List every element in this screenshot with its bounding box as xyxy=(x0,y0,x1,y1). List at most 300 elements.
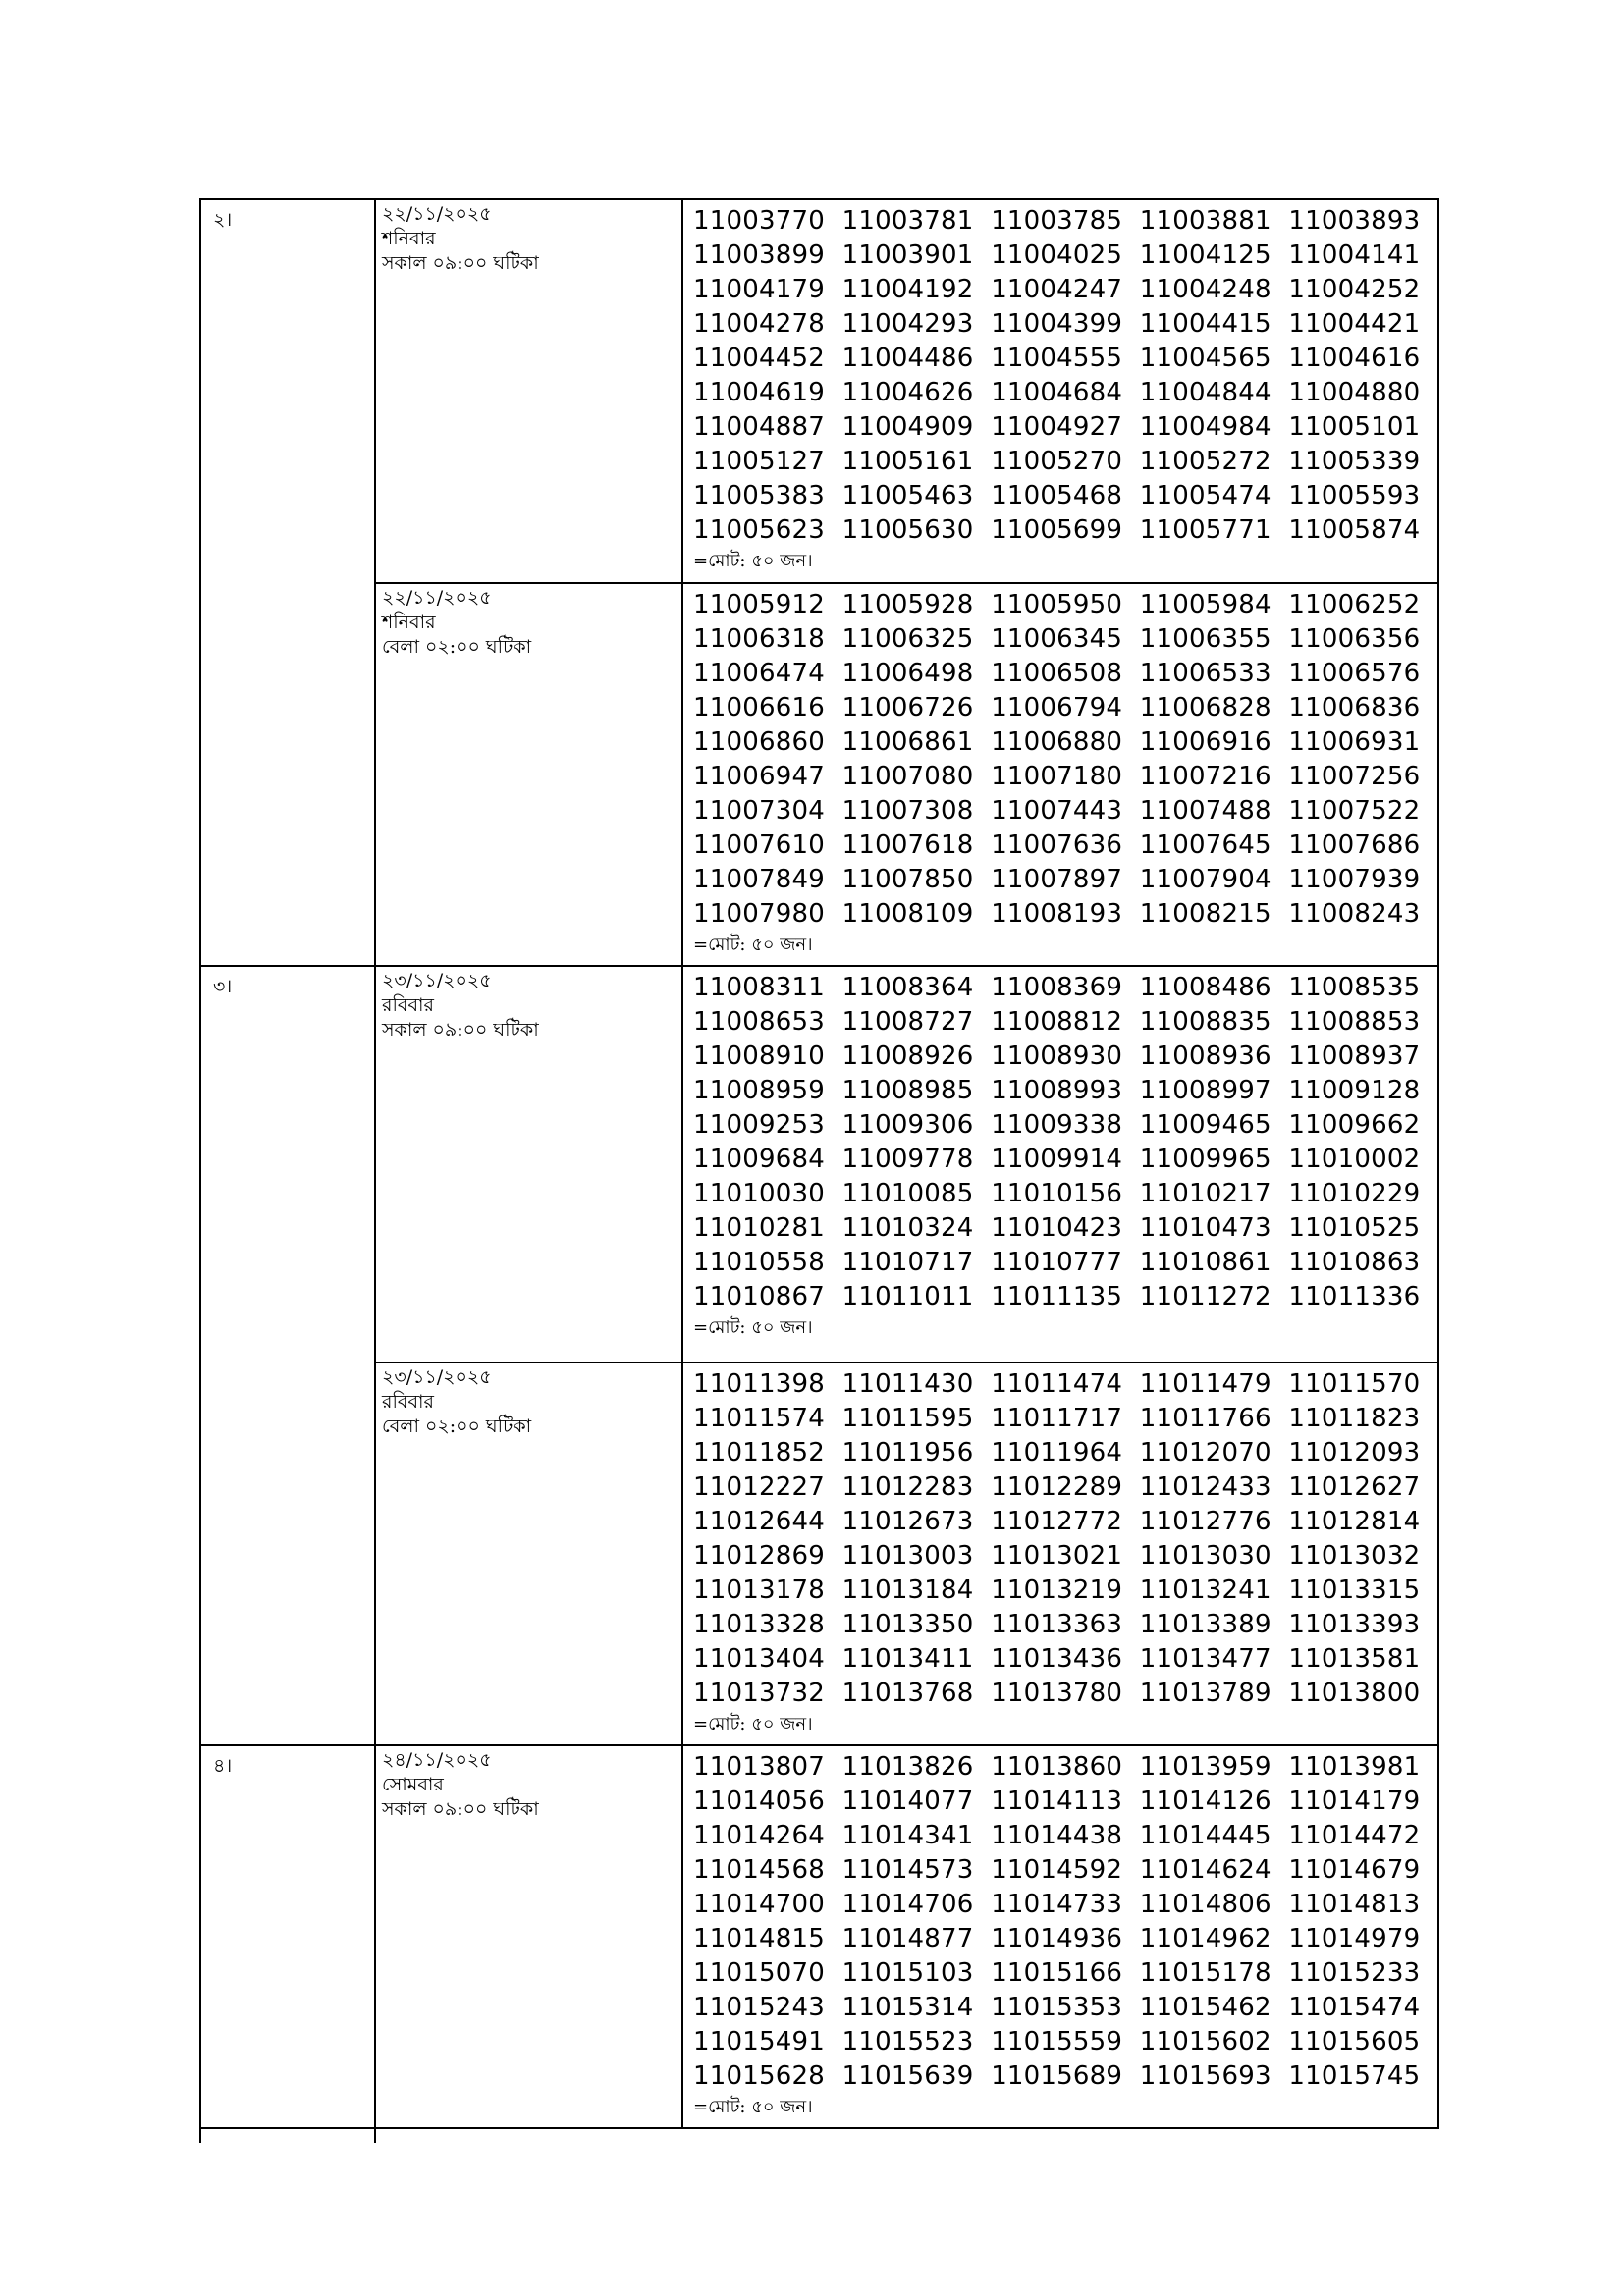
roll-number: 11008311 xyxy=(693,972,825,1002)
roll-number: 11006355 xyxy=(1139,623,1271,654)
roll-number-row xyxy=(693,1039,1437,1073)
roll-number: 11006508 xyxy=(991,658,1123,688)
roll-number: 11011398 xyxy=(693,1368,825,1399)
roll-number: 11005623 xyxy=(693,514,825,545)
roll-number: 11012283 xyxy=(841,1471,974,1502)
roll-number-row xyxy=(693,1573,1437,1607)
roll-number: 11004293 xyxy=(841,308,974,339)
roll-number: 11011430 xyxy=(841,1368,974,1399)
roll-number: 11010156 xyxy=(991,1178,1123,1208)
roll-number: 11006576 xyxy=(1288,658,1421,688)
roll-number-row xyxy=(693,409,1437,444)
roll-number: 11014979 xyxy=(1288,1923,1421,1953)
roll-number: 11015602 xyxy=(1139,2026,1271,2056)
roll-number: 11006794 xyxy=(991,692,1123,722)
session-cell xyxy=(375,966,682,1362)
roll-number: 11013404 xyxy=(693,1643,825,1674)
roll-number: 11006861 xyxy=(841,726,974,757)
roll-number: 11009465 xyxy=(1139,1109,1271,1140)
roll-number-row xyxy=(693,1469,1437,1504)
roll-number: 11004486 xyxy=(841,343,974,373)
roll-number: 11005127 xyxy=(693,446,825,476)
roll-number-row xyxy=(693,1366,1437,1401)
roll-number: 11007180 xyxy=(991,761,1123,791)
roll-number: 11004616 xyxy=(1288,343,1421,373)
roll-number: 11010867 xyxy=(693,1281,825,1311)
roll-number: 11010217 xyxy=(1139,1178,1271,1208)
session-cell xyxy=(375,199,682,583)
roll-number: 11011595 xyxy=(841,1403,974,1433)
roll-number: 11008926 xyxy=(841,1041,974,1071)
roll-number: 11004555 xyxy=(991,343,1123,373)
roll-number: 11014733 xyxy=(991,1889,1123,1919)
roll-number: 11011336 xyxy=(1288,1281,1421,1311)
roll-number: 11013981 xyxy=(1288,1751,1421,1782)
session-time: সকাল ০৯:০০ ঘটিকা xyxy=(382,1019,539,1041)
session-day: সোমবার xyxy=(382,1774,444,1795)
roll-number: 11013184 xyxy=(841,1575,974,1605)
roll-number: 11013032 xyxy=(1288,1540,1421,1571)
roll-number: 11008959 xyxy=(693,1075,825,1105)
roll-number-row xyxy=(693,724,1437,759)
roll-number-row xyxy=(693,1818,1437,1852)
roll-number: 11007522 xyxy=(1288,795,1421,826)
roll-number: 11015689 xyxy=(991,2060,1123,2091)
roll-number-row xyxy=(693,862,1437,896)
roll-number-row xyxy=(693,793,1437,828)
session-date: ২৪/১১/২০২৫ xyxy=(382,1749,492,1771)
roll-number: 11007980 xyxy=(693,898,825,929)
roll-number: 11013732 xyxy=(693,1678,825,1708)
roll-number: 11015491 xyxy=(693,2026,825,2056)
roll-number-row xyxy=(693,1955,1437,1990)
roll-number-row xyxy=(693,1990,1437,2024)
roll-number: 11008835 xyxy=(1139,1006,1271,1037)
roll-number-row xyxy=(693,306,1437,341)
roll-number: 11013800 xyxy=(1288,1678,1421,1708)
roll-number: 11005270 xyxy=(991,446,1123,476)
roll-number: 11010863 xyxy=(1288,1247,1421,1277)
roll-number: 11014815 xyxy=(693,1923,825,1953)
roll-number: 11013363 xyxy=(991,1609,1123,1639)
roll-number: 11011011 xyxy=(841,1281,974,1311)
roll-number: 11007897 xyxy=(991,864,1123,894)
roll-number-row xyxy=(693,375,1437,409)
roll-number: 11013315 xyxy=(1288,1575,1421,1605)
roll-number: 11007636 xyxy=(991,829,1123,860)
roll-number: 11014592 xyxy=(991,1854,1123,1885)
roll-number: 11013780 xyxy=(991,1678,1123,1708)
roll-number: 11011823 xyxy=(1288,1403,1421,1433)
roll-number: 11010473 xyxy=(1139,1212,1271,1243)
roll-number: 11015314 xyxy=(841,1992,974,2022)
roll-numbers-cell xyxy=(682,1362,1438,1745)
roll-number: 11006318 xyxy=(693,623,825,654)
session-day: শনিবার xyxy=(382,612,436,633)
schedule-row xyxy=(200,583,1438,966)
schedule-sheet xyxy=(199,198,1437,2129)
roll-number: 11014438 xyxy=(991,1820,1123,1850)
roll-number: 11004880 xyxy=(1288,377,1421,407)
roll-number: 11006916 xyxy=(1139,726,1271,757)
roll-number: 11014962 xyxy=(1139,1923,1271,1953)
roll-number: 11011852 xyxy=(693,1437,825,1468)
roll-number: 11013768 xyxy=(841,1678,974,1708)
roll-number: 11010002 xyxy=(1288,1144,1421,1174)
roll-number: 11015474 xyxy=(1288,1992,1421,2022)
roll-number: 11011570 xyxy=(1288,1368,1421,1399)
roll-number: 11008985 xyxy=(841,1075,974,1105)
roll-number: 11014936 xyxy=(991,1923,1123,1953)
roll-number: 11005272 xyxy=(1139,446,1271,476)
session-time: সকাল ০৯:০০ ঘটিকা xyxy=(382,252,539,274)
roll-number: 11004887 xyxy=(693,411,825,442)
roll-number-row xyxy=(693,203,1437,238)
session-day: রবিবার xyxy=(382,1391,434,1413)
roll-number: 11003781 xyxy=(841,205,974,236)
roll-number: 11004684 xyxy=(991,377,1123,407)
roll-number: 11004626 xyxy=(841,377,974,407)
roll-number: 11006474 xyxy=(693,658,825,688)
roll-number: 11014568 xyxy=(693,1854,825,1885)
roll-number: 11006498 xyxy=(841,658,974,688)
roll-number-row xyxy=(693,1142,1437,1176)
roll-number: 11008910 xyxy=(693,1041,825,1071)
serial-number: ২। xyxy=(213,209,233,231)
session-date: ২৩/১১/২০২৫ xyxy=(382,1366,492,1388)
roll-number: 11013021 xyxy=(991,1540,1123,1571)
roll-number: 11006252 xyxy=(1288,589,1421,619)
roll-number: 11005912 xyxy=(693,589,825,619)
roll-number: 11006726 xyxy=(841,692,974,722)
roll-number: 11008727 xyxy=(841,1006,974,1037)
roll-number: 11010229 xyxy=(1288,1178,1421,1208)
session-cell xyxy=(375,1745,682,2128)
roll-number: 11014126 xyxy=(1139,1786,1271,1816)
roll-number: 11013959 xyxy=(1139,1751,1271,1782)
roll-number: 11005383 xyxy=(693,480,825,510)
roll-number: 11007904 xyxy=(1139,864,1271,894)
table-continuation-line xyxy=(374,2104,376,2143)
roll-number: 11008193 xyxy=(991,898,1123,929)
roll-number: 11004252 xyxy=(1288,274,1421,304)
roll-number: 11008936 xyxy=(1139,1041,1271,1071)
roll-number: 11011956 xyxy=(841,1437,974,1468)
session-cell xyxy=(375,583,682,966)
roll-number: 11007618 xyxy=(841,829,974,860)
roll-number: 11015070 xyxy=(693,1957,825,1988)
roll-number: 11004452 xyxy=(693,343,825,373)
roll-number-row xyxy=(693,1176,1437,1210)
roll-number: 11004125 xyxy=(1139,240,1271,270)
roll-number-row xyxy=(693,1004,1437,1039)
roll-number: 11004179 xyxy=(693,274,825,304)
roll-number-row xyxy=(693,1107,1437,1142)
roll-number: 11012772 xyxy=(991,1506,1123,1536)
schedule-row xyxy=(200,1745,1438,2128)
roll-number-row xyxy=(693,341,1437,375)
roll-number-row xyxy=(693,690,1437,724)
serial-cell xyxy=(200,1745,375,2128)
roll-number: 11015628 xyxy=(693,2060,825,2091)
roll-number-row xyxy=(693,1641,1437,1676)
roll-number: 11008215 xyxy=(1139,898,1271,929)
roll-number: 11012627 xyxy=(1288,1471,1421,1502)
roll-number: 11011717 xyxy=(991,1403,1123,1433)
roll-number: 11004247 xyxy=(991,274,1123,304)
roll-number: 11008937 xyxy=(1288,1041,1421,1071)
roll-number: 11014341 xyxy=(841,1820,974,1850)
roll-number: 11006828 xyxy=(1139,692,1271,722)
table-continuation-line xyxy=(199,2104,201,2143)
roll-number: 11009253 xyxy=(693,1109,825,1140)
roll-number-row xyxy=(693,512,1437,547)
roll-number-row xyxy=(693,1401,1437,1435)
roll-number: 11006836 xyxy=(1288,692,1421,722)
roll-number: 11008812 xyxy=(991,1006,1123,1037)
roll-number: 11010085 xyxy=(841,1178,974,1208)
roll-number: 11015605 xyxy=(1288,2026,1421,2056)
roll-number: 11007645 xyxy=(1139,829,1271,860)
roll-number: 11014679 xyxy=(1288,1854,1421,1885)
roll-number: 11011272 xyxy=(1139,1281,1271,1311)
serial-number: ৩। xyxy=(213,976,233,997)
roll-number: 11014264 xyxy=(693,1820,825,1850)
roll-numbers-cell xyxy=(682,966,1438,1362)
roll-number: 11003770 xyxy=(693,205,825,236)
roll-number: 11005771 xyxy=(1139,514,1271,545)
roll-number: 11013219 xyxy=(991,1575,1123,1605)
roll-number: 11014056 xyxy=(693,1786,825,1816)
roll-number-row xyxy=(693,1435,1437,1469)
roll-number: 11006345 xyxy=(991,623,1123,654)
roll-number: 11014706 xyxy=(841,1889,974,1919)
roll-number: 11013003 xyxy=(841,1540,974,1571)
schedule-row xyxy=(200,966,1438,1362)
roll-number: 11012433 xyxy=(1139,1471,1271,1502)
roll-number: 11015243 xyxy=(693,1992,825,2022)
roll-number-row xyxy=(693,759,1437,793)
roll-number: 11011766 xyxy=(1139,1403,1271,1433)
roll-number: 11008993 xyxy=(991,1075,1123,1105)
roll-number: 11014813 xyxy=(1288,1889,1421,1919)
roll-number: 11014077 xyxy=(841,1786,974,1816)
roll-number: 11008930 xyxy=(991,1041,1123,1071)
session-total: =মোট: ৫০ জন। xyxy=(693,2097,813,2117)
roll-number: 11005474 xyxy=(1139,480,1271,510)
roll-number: 11012644 xyxy=(693,1506,825,1536)
roll-number: 11010717 xyxy=(841,1247,974,1277)
roll-number: 11012227 xyxy=(693,1471,825,1502)
roll-number-row xyxy=(693,1279,1437,1313)
roll-number-row xyxy=(693,1921,1437,1955)
roll-number: 11009306 xyxy=(841,1109,974,1140)
roll-number: 11006356 xyxy=(1288,623,1421,654)
roll-number: 11004415 xyxy=(1139,308,1271,339)
roll-number: 11014445 xyxy=(1139,1820,1271,1850)
roll-number: 11010423 xyxy=(991,1212,1123,1243)
roll-number: 11007610 xyxy=(693,829,825,860)
roll-number: 11006616 xyxy=(693,692,825,722)
schedule-row xyxy=(200,1362,1438,1745)
roll-number: 11012093 xyxy=(1288,1437,1421,1468)
roll-number: 11008364 xyxy=(841,972,974,1002)
roll-number: 11007216 xyxy=(1139,761,1271,791)
roll-number: 11008535 xyxy=(1288,972,1421,1002)
roll-number: 11012814 xyxy=(1288,1506,1421,1536)
roll-number: 11004141 xyxy=(1288,240,1421,270)
roll-number: 11006947 xyxy=(693,761,825,791)
roll-number: 11007686 xyxy=(1288,829,1421,860)
roll-number: 11005950 xyxy=(991,589,1123,619)
roll-number: 11015523 xyxy=(841,2026,974,2056)
roll-number-row xyxy=(693,1852,1437,1887)
roll-number: 11003899 xyxy=(693,240,825,270)
roll-number: 11009684 xyxy=(693,1144,825,1174)
roll-number-row xyxy=(693,238,1437,272)
roll-number-row xyxy=(693,970,1437,1004)
roll-number: 11004909 xyxy=(841,411,974,442)
roll-number-row xyxy=(693,1887,1437,1921)
roll-number: 11013436 xyxy=(991,1643,1123,1674)
roll-number: 11013389 xyxy=(1139,1609,1271,1639)
roll-number: 11013789 xyxy=(1139,1678,1271,1708)
roll-number: 11008653 xyxy=(693,1006,825,1037)
roll-number: 11007850 xyxy=(841,864,974,894)
roll-number: 11014806 xyxy=(1139,1889,1271,1919)
roll-number: 11015559 xyxy=(991,2026,1123,2056)
roll-number: 11006533 xyxy=(1139,658,1271,688)
roll-number: 11014573 xyxy=(841,1854,974,1885)
roll-number: 11003881 xyxy=(1139,205,1271,236)
roll-number: 11014700 xyxy=(693,1889,825,1919)
roll-number: 11010861 xyxy=(1139,1247,1271,1277)
session-day: শনিবার xyxy=(382,228,436,249)
roll-number: 11009338 xyxy=(991,1109,1123,1140)
roll-number: 11015233 xyxy=(1288,1957,1421,1988)
roll-number: 11015166 xyxy=(991,1957,1123,1988)
roll-number: 11015353 xyxy=(991,1992,1123,2022)
session-total: =মোট: ৫০ জন। xyxy=(693,1317,813,1338)
roll-number-row xyxy=(693,1749,1437,1784)
roll-number-row xyxy=(693,2058,1437,2093)
roll-number: 11013860 xyxy=(991,1751,1123,1782)
roll-number: 11010777 xyxy=(991,1247,1123,1277)
roll-number-row xyxy=(693,828,1437,862)
roll-number: 11007443 xyxy=(991,795,1123,826)
roll-number: 11013178 xyxy=(693,1575,825,1605)
roll-number: 11003901 xyxy=(841,240,974,270)
roll-number: 11011964 xyxy=(991,1437,1123,1468)
session-total: =মোট: ৫০ জন। xyxy=(693,934,813,955)
roll-number: 11005984 xyxy=(1139,589,1271,619)
roll-number: 11007939 xyxy=(1288,864,1421,894)
session-time: সকাল ০৯:০০ ঘটিকা xyxy=(382,1798,539,1820)
roll-number-row xyxy=(693,1784,1437,1818)
roll-numbers-cell xyxy=(682,199,1438,583)
roll-number: 11014179 xyxy=(1288,1786,1421,1816)
roll-number: 11009662 xyxy=(1288,1109,1421,1140)
roll-number-row xyxy=(693,1210,1437,1245)
roll-number: 11013581 xyxy=(1288,1643,1421,1674)
roll-number: 11011479 xyxy=(1139,1368,1271,1399)
session-day: রবিবার xyxy=(382,994,434,1016)
roll-number: 11004984 xyxy=(1139,411,1271,442)
roll-number: 11014624 xyxy=(1139,1854,1271,1885)
schedule-row xyxy=(200,199,1438,583)
roll-number: 11006325 xyxy=(841,623,974,654)
roll-number: 11012776 xyxy=(1139,1506,1271,1536)
roll-number-row xyxy=(693,478,1437,512)
roll-number: 11009965 xyxy=(1139,1144,1271,1174)
roll-number-row xyxy=(693,272,1437,306)
roll-number: 11004619 xyxy=(693,377,825,407)
roll-number-row xyxy=(693,2024,1437,2058)
roll-number: 11007849 xyxy=(693,864,825,894)
roll-number: 11013826 xyxy=(841,1751,974,1782)
roll-number-row xyxy=(693,896,1437,931)
roll-number: 11012070 xyxy=(1139,1437,1271,1468)
roll-number: 11008853 xyxy=(1288,1006,1421,1037)
roll-number: 11015103 xyxy=(841,1957,974,1988)
serial-number: ৪। xyxy=(213,1755,233,1777)
roll-number: 11011574 xyxy=(693,1403,825,1433)
roll-number: 11012869 xyxy=(693,1540,825,1571)
roll-number: 11010281 xyxy=(693,1212,825,1243)
roll-number: 11011135 xyxy=(991,1281,1123,1311)
roll-number: 11005463 xyxy=(841,480,974,510)
roll-number: 11014113 xyxy=(991,1786,1123,1816)
roll-number: 11005699 xyxy=(991,514,1123,545)
roll-number: 11005161 xyxy=(841,446,974,476)
roll-number: 11009128 xyxy=(1288,1075,1421,1105)
roll-number: 11013350 xyxy=(841,1609,974,1639)
roll-number-row xyxy=(693,587,1437,621)
roll-number: 11013411 xyxy=(841,1643,974,1674)
session-time: বেলা ০২:০০ ঘটিকা xyxy=(382,1415,532,1437)
roll-number: 11005928 xyxy=(841,589,974,619)
roll-number: 11015639 xyxy=(841,2060,974,2091)
roll-number: 11006931 xyxy=(1288,726,1421,757)
schedule-table xyxy=(199,198,1439,2129)
roll-number: 11008109 xyxy=(841,898,974,929)
roll-number: 11013807 xyxy=(693,1751,825,1782)
session-total: =মোট: ৫০ জন। xyxy=(693,1714,813,1735)
roll-number: 11004399 xyxy=(991,308,1123,339)
roll-number: 11007488 xyxy=(1139,795,1271,826)
roll-number-row xyxy=(693,444,1437,478)
roll-number: 11005874 xyxy=(1288,514,1421,545)
roll-number: 11013030 xyxy=(1139,1540,1271,1571)
roll-number: 11005630 xyxy=(841,514,974,545)
roll-number: 11004248 xyxy=(1139,274,1271,304)
session-date: ২৩/১১/২০২৫ xyxy=(382,970,492,991)
roll-number: 11008243 xyxy=(1288,898,1421,929)
roll-number: 11013241 xyxy=(1139,1575,1271,1605)
roll-number: 11012673 xyxy=(841,1506,974,1536)
roll-number: 11010030 xyxy=(693,1178,825,1208)
roll-number: 11005593 xyxy=(1288,480,1421,510)
roll-number: 11005101 xyxy=(1288,411,1421,442)
roll-number: 11004025 xyxy=(991,240,1123,270)
roll-number-row xyxy=(693,656,1437,690)
roll-number: 11007256 xyxy=(1288,761,1421,791)
roll-number: 11008486 xyxy=(1139,972,1271,1002)
roll-number-row xyxy=(693,621,1437,656)
roll-number: 11010525 xyxy=(1288,1212,1421,1243)
roll-numbers-cell xyxy=(682,1745,1438,2128)
roll-number-row xyxy=(693,1538,1437,1573)
